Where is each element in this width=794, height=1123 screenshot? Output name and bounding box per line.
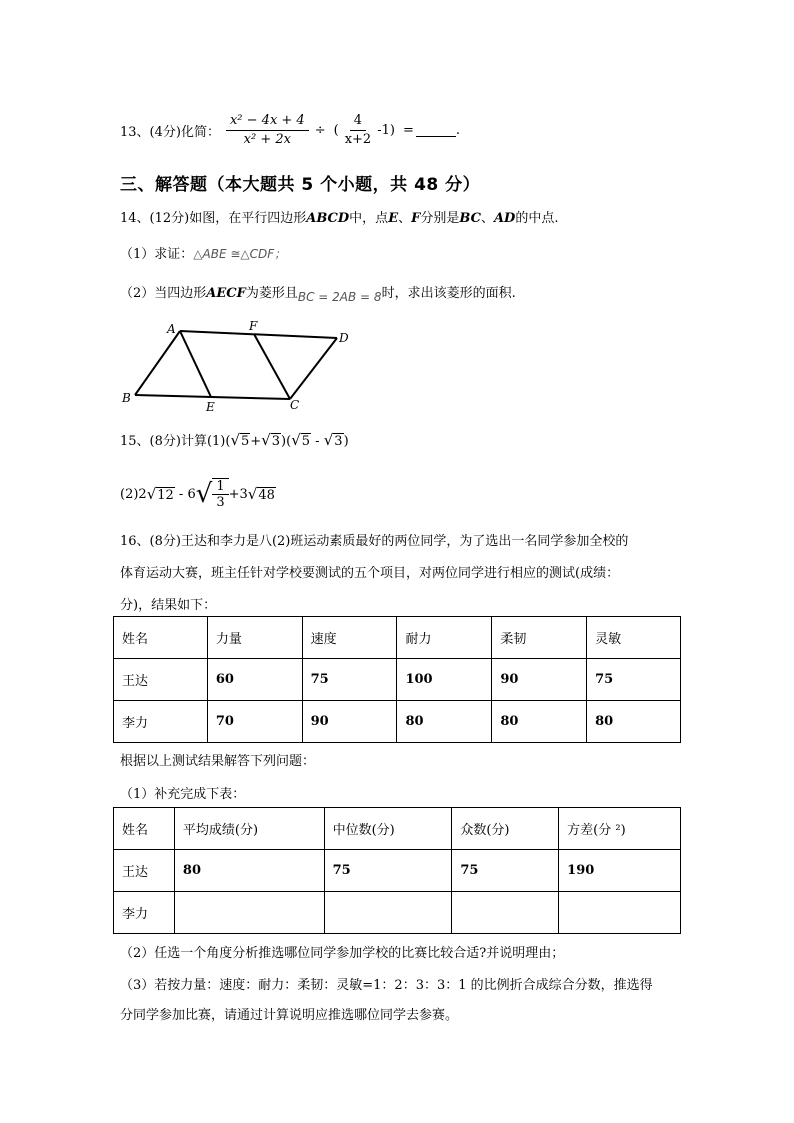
table-cell: 80	[174, 850, 324, 892]
table-header-row	[114, 808, 681, 850]
q16-line-2: 体育运动大赛，班主任针对学校要测试的五个项目，对两位同学进行相应的测试(成绩：	[120, 566, 620, 581]
q15-mid: )(	[281, 434, 292, 449]
q15-frac-den: 3	[216, 495, 225, 510]
q14-p1-expr: △ABE ≅△CDF；	[193, 247, 287, 261]
q14-p2-label: （2）当四边形	[120, 286, 207, 301]
table-cell: 100	[397, 659, 492, 701]
figure-lines	[135, 331, 337, 399]
question-14-stem	[120, 207, 558, 226]
table-cell: 80	[492, 701, 587, 743]
label-C: C	[290, 398, 300, 412]
q13-equals: =	[402, 122, 414, 138]
answer-cell[interactable]	[559, 892, 681, 934]
answer-cell[interactable]	[452, 892, 559, 934]
label-B: B	[122, 391, 131, 405]
table-cell: 60	[207, 659, 302, 701]
q13-frac1-numerator: x² − 4x + 4	[226, 112, 309, 131]
q13-frac2-denominator: x+2	[344, 131, 372, 147]
table-header-cell: 耐力	[397, 617, 492, 659]
q13-end: .	[455, 122, 460, 138]
q13-minus-one: -1)	[377, 122, 395, 138]
q13-prefix: 13、(4分)化简：	[120, 124, 220, 140]
table-cell: 190	[559, 850, 681, 892]
table-header-cell: 柔韧	[492, 617, 587, 659]
q14-abcd: ABCD	[306, 211, 350, 226]
sqrt-12: √ 12	[146, 485, 174, 503]
q13-frac2-numerator: 4	[350, 112, 366, 131]
table-cell: 90	[302, 701, 397, 743]
table-cell: 75	[324, 850, 452, 892]
q14-stem-d: 的中点.	[515, 211, 559, 226]
table-cell: 75	[302, 659, 397, 701]
table-header-cell: 力量	[207, 617, 302, 659]
table-cell: 80	[397, 701, 492, 743]
table-cell: 80	[587, 701, 681, 743]
q16-part-1: （1）补充完成下表：	[120, 787, 246, 802]
q15-p2-prefix: (2)2	[120, 486, 147, 502]
table-header-cell: 中位数(分)	[324, 808, 452, 850]
q15-close: )	[343, 434, 349, 449]
q13-divide: ÷	[314, 122, 326, 138]
table-header-cell: 姓名	[114, 617, 208, 659]
q13-lparen: (	[333, 122, 339, 138]
sqrt-12-value: 12	[157, 488, 174, 503]
q15-frac-num: 1	[212, 479, 228, 495]
table-row	[114, 850, 681, 892]
table-header-cell: 速度	[302, 617, 397, 659]
q16-part-2: （2）任选一个角度分析推选哪位同学参加学校的比赛比较合适?并说明理由；	[120, 946, 565, 961]
answer-cell[interactable]	[174, 892, 324, 934]
sqrt-5-b: √ 5	[291, 431, 311, 449]
sqrt-5-a: √ 5	[230, 431, 250, 449]
q14-stem-b: 中，点	[349, 211, 389, 226]
q14-stem-c: 分别是	[420, 211, 460, 226]
table-header-row	[114, 617, 681, 659]
sqrt-5-b-value: 5	[301, 434, 311, 449]
sqrt-48: √ 48	[247, 485, 275, 503]
q15-minus: -	[311, 434, 324, 449]
q14-aecf: AECF	[206, 286, 246, 301]
q15-prefix: 15、(8分)计算(1)(	[120, 434, 231, 449]
q16-part-3-line-2: 分同学参加比赛，请通过计算说明应推选哪位同学去参赛。	[120, 1008, 459, 1023]
q15-plus: +	[250, 434, 262, 449]
segment-DC	[290, 338, 337, 399]
table-cell: 75	[452, 850, 559, 892]
segment-FC	[254, 334, 290, 399]
q14-bc: BC	[459, 211, 481, 226]
label-D: D	[339, 331, 349, 345]
q13-fraction-1	[226, 112, 309, 149]
q14-p2-mid: 为菱形且	[245, 286, 298, 301]
table-cell: 李力	[114, 701, 208, 743]
stats-table	[113, 807, 681, 934]
table-cell: 90	[492, 659, 587, 701]
q16-line-3: 分)，结果如下：	[120, 598, 217, 613]
table-cell: 75	[587, 659, 681, 701]
sqrt-3-b-value: 3	[334, 434, 343, 449]
parallelogram-figure	[115, 318, 355, 418]
label-A: A	[167, 322, 176, 336]
segment-AE	[180, 331, 211, 397]
table-row	[114, 892, 681, 934]
table-header-cell: 众数(分)	[452, 808, 559, 850]
sqrt-one-third: √ $\frac{1}{3}$	[196, 478, 229, 510]
table-cell: 王达	[114, 659, 208, 701]
sqrt-48-value: 48	[258, 488, 275, 503]
table-header-cell: 灵敏	[587, 617, 681, 659]
label-E: E	[206, 400, 215, 414]
question-15-part-1	[120, 430, 349, 449]
sqrt-3-a-value: 3	[271, 434, 281, 449]
sqrt-3-a: √ 3	[261, 431, 281, 449]
q14-p2-expr: BC = 2AB = 8	[297, 290, 382, 304]
table-header-cell: 方差(分 ²)	[559, 808, 681, 850]
segment-AD	[180, 331, 337, 338]
q16-part-3-line-1: （3）若按力量：速度：耐力：柔韧：灵敏=1：2：3：3：1 的比例折合成综合分数，推选得	[120, 978, 653, 993]
q16-after-table: 根据以上测试结果解答下列问题：	[120, 754, 316, 769]
q14-ad: AD	[493, 211, 516, 226]
q13-answer-blank[interactable]	[416, 124, 456, 137]
q14-p1-label: （1）求证：	[120, 247, 194, 262]
q14-comma-2: 、	[480, 211, 494, 226]
table-row	[114, 659, 681, 701]
question-14-part-2	[120, 282, 516, 304]
q14-comma-1: 、	[398, 211, 412, 226]
table-header-cell: 姓名	[114, 808, 175, 850]
question-15-part-2	[120, 474, 276, 514]
q13-frac1-denominator: x² + 2x	[243, 131, 291, 147]
sqrt-5-a-value: 5	[241, 434, 250, 449]
label-F: F	[249, 319, 258, 333]
table-cell: 王达	[114, 850, 175, 892]
q15-plus3: +3	[228, 486, 248, 502]
q14-p2-end: 时，求出该菱形的面积.	[381, 286, 516, 301]
sqrt-3-b: √ 3	[323, 431, 343, 449]
q14-e: E	[388, 211, 399, 226]
answer-cell[interactable]	[324, 892, 452, 934]
table-cell: 李力	[114, 892, 175, 934]
question-14-part-1	[120, 243, 286, 262]
section-3-title: 三、解答题（本大题共 5 个小题，共 48 分）	[120, 175, 481, 195]
q15-minus6: - 6	[174, 486, 196, 502]
q14-stem-a: 14、(12分)如图，在平行四边形	[120, 211, 307, 226]
scores-table	[113, 616, 681, 743]
q14-f: F	[411, 211, 421, 226]
question-13	[120, 112, 460, 148]
segment-AB	[135, 331, 180, 395]
table-row	[114, 701, 681, 743]
segment-BC	[135, 395, 290, 399]
q13-fraction-2	[341, 112, 376, 149]
table-header-cell: 平均成绩(分)	[174, 808, 324, 850]
q16-line-1: 16、(8分)王达和李力是八(2)班运动素质最好的两位同学，为了选出一名同学参加全校的	[120, 534, 629, 549]
table-cell: 70	[207, 701, 302, 743]
